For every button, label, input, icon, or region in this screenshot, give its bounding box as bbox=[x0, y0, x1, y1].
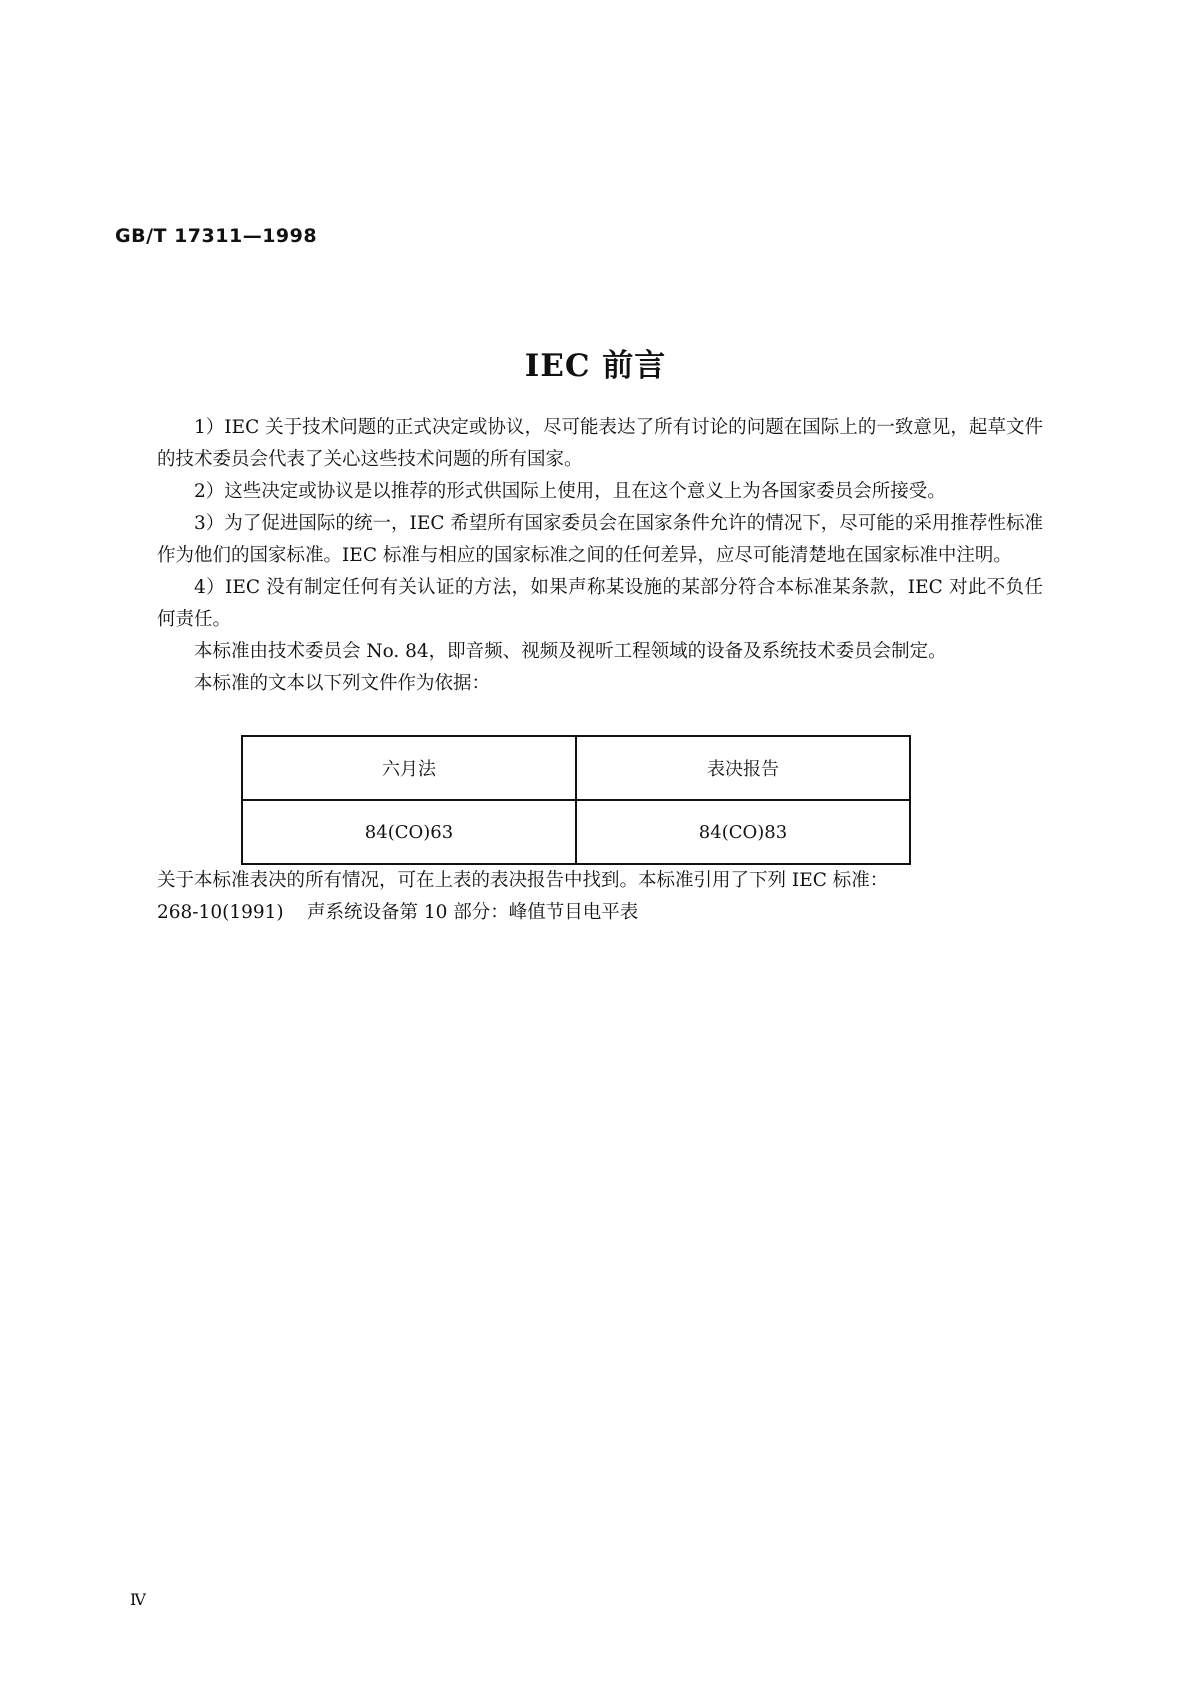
voting-note: 关于本标准表决的所有情况，可在上表的表决报告中找到。本标准引用了下列 IEC 标准： bbox=[157, 870, 889, 891]
reference-number: 268-10(1991) bbox=[157, 902, 284, 923]
paragraph-4: 4）IEC 没有制定任何有关认证的方法，如果声称某设施的某部分符合本标准某条款，IEC 对此不负任何责任。 bbox=[157, 577, 1043, 630]
paragraph-3: 3）为了促进国际的统一，IEC 希望所有国家委员会在国家条件允许的情况下，尽可能的采用推荐性标准作为他们的国家标准。IEC 标准与相应的国家标准之间的任何差异，应尽可能清楚地在国家标准中注明。 bbox=[157, 513, 1043, 566]
after-table-text bbox=[157, 865, 1043, 929]
table-row bbox=[242, 800, 910, 864]
reference-title: 声系统设备第 10 部分：峰值节目电平表 bbox=[307, 902, 639, 923]
reference-item bbox=[157, 897, 1043, 929]
basis-documents-table bbox=[241, 735, 911, 865]
paragraph-1: 1）IEC 关于技术问题的正式决定或协议，尽可能表达了所有讨论的问题在国际上的一致意见，起草文件的技术委员会代表了关心这些技术问题的所有国家。 bbox=[157, 417, 1043, 470]
page-title: IEC 前言 bbox=[524, 348, 667, 384]
standard-code: GB/T 17311—1998 bbox=[115, 225, 318, 247]
table-header-row bbox=[242, 736, 910, 800]
table-header-cell: 六月法 bbox=[242, 736, 576, 800]
paragraph-committee: 本标准由技术委员会 No. 84，即音频、视频及视听工程领域的设备及系统技术委员会制定。 bbox=[194, 641, 947, 662]
table-header-cell: 表决报告 bbox=[576, 736, 910, 800]
foreword-body bbox=[157, 412, 1043, 700]
table-cell: 84(CO)83 bbox=[576, 800, 910, 864]
paragraph-2: 2）这些决定或协议是以推荐的形式供国际上使用，且在这个意义上为各国家委员会所接受。 bbox=[194, 481, 946, 502]
page-number: Ⅳ bbox=[130, 1590, 146, 1609]
paragraph-basis: 本标准的文本以下列文件作为依据： bbox=[194, 673, 491, 694]
table-cell: 84(CO)63 bbox=[242, 800, 576, 864]
